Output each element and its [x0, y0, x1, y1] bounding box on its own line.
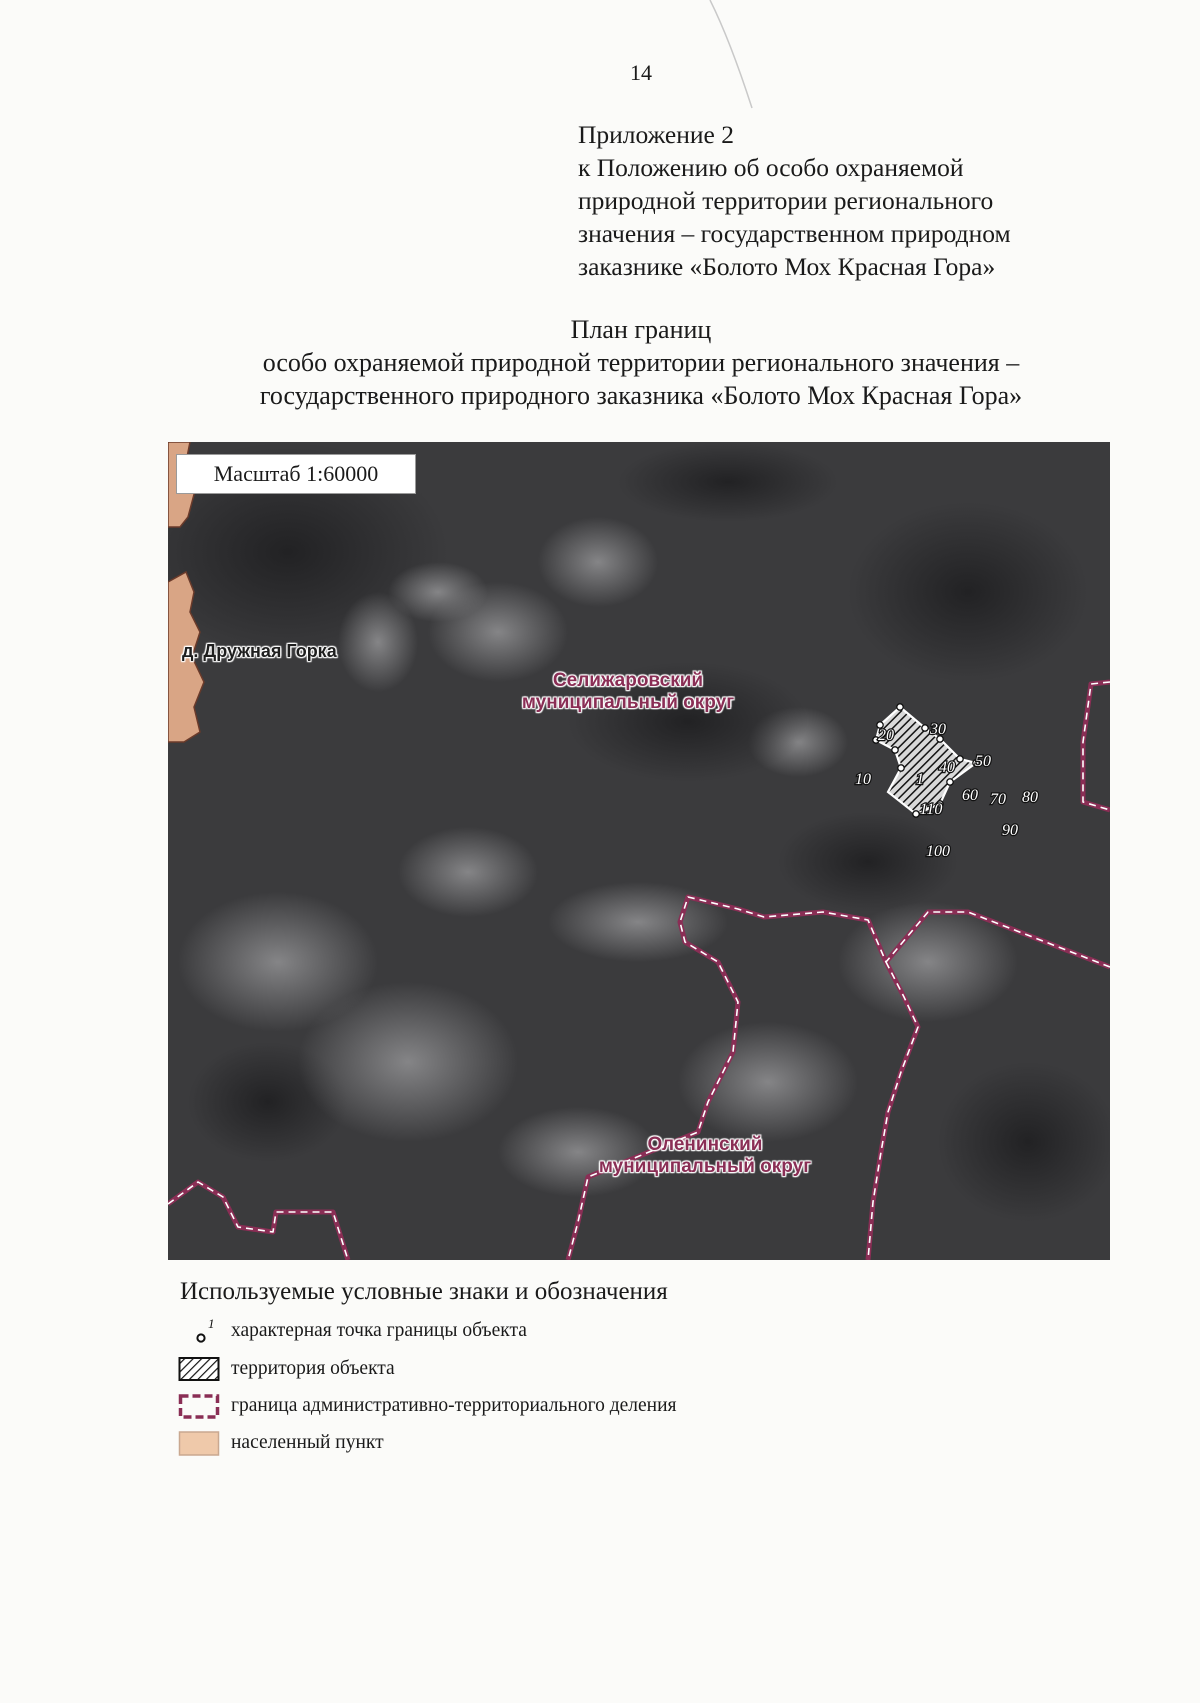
- appendix-line: природной территории регионального: [578, 186, 994, 215]
- dashed-boundary-icon: [178, 1393, 220, 1421]
- district-label-line: муниципальный округ: [598, 1156, 812, 1177]
- scale-label: Масштаб 1:60000: [176, 454, 416, 494]
- settlement-swatch-icon: [178, 1430, 220, 1458]
- point-label-70: 70: [990, 791, 1006, 808]
- appendix-line: значения – государственном природном: [578, 219, 1011, 248]
- plan-title: [0, 313, 1200, 412]
- satellite-map[interactable]: [168, 442, 1110, 1260]
- legend-label: характерная точка границы объекта: [231, 1320, 527, 1341]
- legend-point-number: 1: [208, 1318, 215, 1331]
- hatched-area-icon: [178, 1356, 220, 1384]
- district-label-line: муниципальный округ: [521, 692, 735, 713]
- point-label-40: 40: [939, 759, 955, 776]
- district-label-line: Оленинский: [647, 1134, 763, 1155]
- plan-title-line: государственного природного заказника «Болото Мох Красная Гора»: [259, 381, 1023, 410]
- appendix-line: к Положению об особо охраняемой: [578, 153, 964, 182]
- point-label-60: 60: [962, 787, 978, 804]
- district-label-oleninsky: [585, 1134, 825, 1178]
- legend-label: граница административно-территориального деления: [231, 1395, 677, 1416]
- point-label-100: 100: [926, 843, 950, 860]
- page-number: 14: [630, 60, 652, 85]
- appendix-header: [578, 118, 1011, 283]
- legend-title: Используемые условные знаки и обозначения: [180, 1278, 668, 1305]
- point-label-110: 110: [919, 801, 943, 818]
- legend-label: населенный пункт: [231, 1432, 384, 1453]
- village-label: д. Дружная Горка: [182, 641, 337, 661]
- appendix-line: Приложение 2: [578, 120, 734, 149]
- district-label-selizharovsky: [508, 670, 748, 714]
- plan-title-line: особо охраняемой природной территории регионального значения –: [262, 348, 1020, 377]
- point-label-50: 50: [975, 753, 991, 770]
- paper-fold-mark: [700, 0, 770, 110]
- legend-label: территория объекта: [231, 1358, 395, 1379]
- appendix-line: заказнике «Болото Мох Красная Гора»: [578, 252, 996, 281]
- point-label-90: 90: [1002, 822, 1018, 839]
- point-label-30: 30: [930, 721, 946, 738]
- boundary-point-icon: [178, 1318, 220, 1346]
- point-label-20: 20: [878, 727, 894, 744]
- point-label-80: 80: [1022, 789, 1038, 806]
- plan-title-line: План границ: [570, 315, 712, 344]
- point-label-1: 1: [916, 771, 924, 788]
- district-label-line: Селижаровский: [552, 670, 704, 691]
- point-label-10: 10: [855, 771, 871, 788]
